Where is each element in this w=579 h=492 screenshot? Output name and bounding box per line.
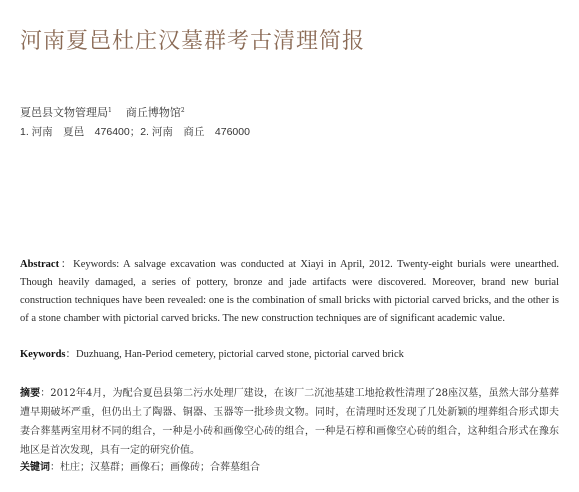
abstract-english <box>20 256 559 328</box>
article-title: 河南夏邑杜庄汉墓群考古清理简报 <box>20 29 366 54</box>
author-name: 商丘博物馆 <box>125 106 181 119</box>
keywords-zh-text: 杜庄；汉墓群；画像石；画像砖；合葬墓组合 <box>60 462 260 473</box>
keywords-label: Keywords <box>20 349 66 360</box>
keywords-chinese <box>20 459 559 477</box>
abstract-zh-separator: ： <box>40 388 51 399</box>
author-name: 夏邑县文物管理局 <box>20 106 108 119</box>
keywords-zh-label: 关键词 <box>20 462 50 473</box>
author-superscript: 2 <box>180 107 185 114</box>
abstract-text: Keywords: A salvage excavation was conducted at Xiayi in April, 2012. Twenty-eight burials were unearthed. Though heavily damaged, a series of pottery, bronze and jade artifacts were discovered. Moreover, brand new burial construction techniques have been revealed: one is the combination of small bricks with pictorial carved bricks, and the other is of a stone chamber with pictorial carved bricks. The new construction techniques are of significant academic value. <box>20 259 559 324</box>
author-line <box>20 104 199 120</box>
abstract-chinese <box>20 384 559 460</box>
keywords-separator: ： <box>65 349 76 360</box>
abstract-separator: ： <box>59 259 74 270</box>
keywords-text: Duzhuang, Han-Period cemetery, pictorial carved stone, pictorial carved brick <box>76 349 404 360</box>
keywords-zh-separator: ： <box>50 462 60 473</box>
keywords-english <box>20 346 559 364</box>
abstract-zh-label: 摘要 <box>20 388 41 399</box>
abstract-label: Abstract <box>20 259 60 270</box>
author-superscript: 1 <box>108 107 112 114</box>
affiliation-line: 1. 河南 夏邑 476400；2. 河南 商丘 476000 <box>20 126 250 138</box>
abstract-zh-text: 2012年4月，为配合夏邑县第二污水处理厂建设，在该厂二沉池基建工地抢救性清理了28座汉墓，虽然大部分墓葬遭早期破坏严重，但仍出土了陶器、铜器、玉器等一批珍贵文物。同时，在清理时还发现了几处新颖的埋葬组合形式即夫妻合葬墓两室用材不同的组合，一种是小砖和画像空心砖的组合，一种是石椁和画像空心砖的组合，这种组合形式在豫东地区是首次发现，具有一定的研究价值。 <box>20 388 560 456</box>
